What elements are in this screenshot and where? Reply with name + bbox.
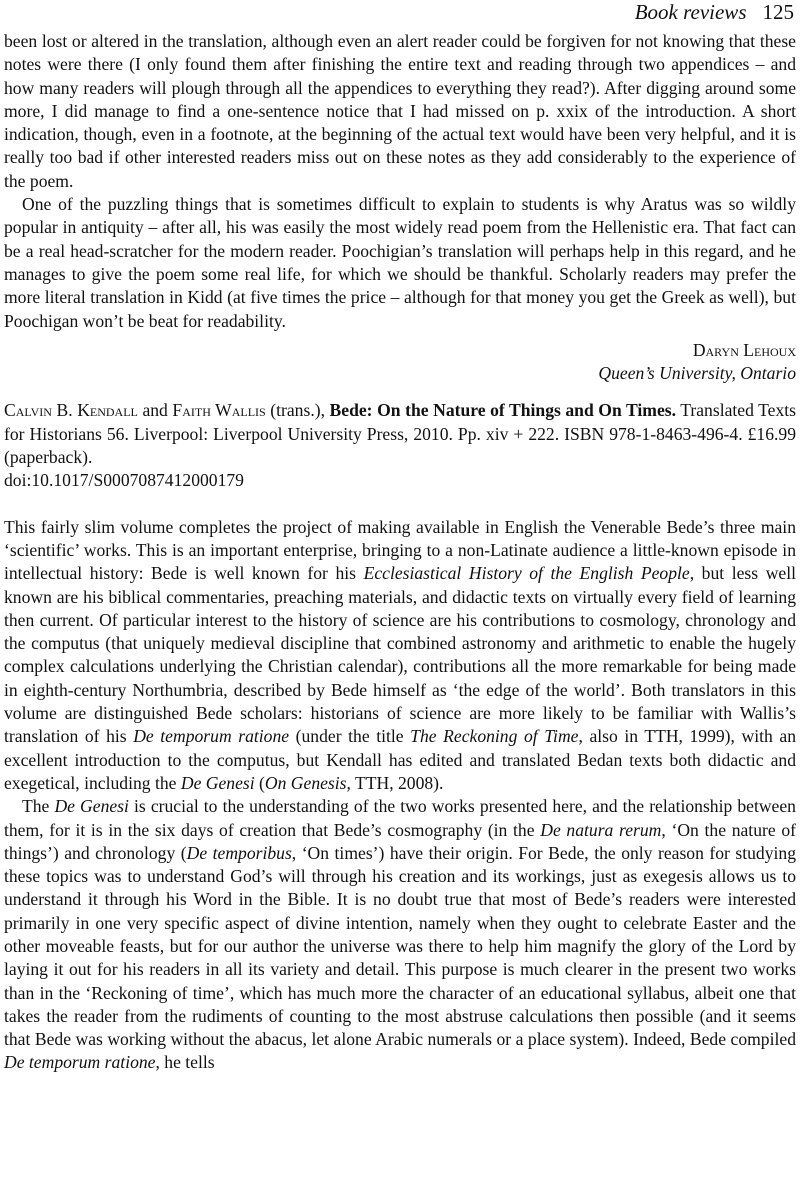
page-number: 125 <box>762 0 794 24</box>
reviewer-name: Daryn Lehoux <box>692 339 796 360</box>
author-1: Calvin B. Kendall <box>4 400 138 421</box>
review-citation <box>4 399 796 492</box>
running-header <box>635 0 794 24</box>
author-2: Faith Wallis <box>172 400 266 421</box>
author-conjunction: and <box>142 400 168 421</box>
review-paragraph-2: The De Genesi is crucial to the understanding of the two works presented here, and the relationship between them, for it is in the six days of creation that Bede’s cosmography (in the De natura rerum, ‘On the nature of things’) and chronology (De temporibus, ‘On times’) have their origin. For Bede, the only reason for studying these topics was to understand God’s will through his creation and its workings, just as exegesis allows us to understand it through his Word in the Bible. It is no doubt true that most of Bede’s readers were interested primarily in one very specific aspect of divine intention, namely when they ought to celebrate Easter and the other moveable feasts, but for our author the universe was there to help him magnify the glory of the Lord by laying it out for his readers in all its variety and detail. This purpose is much clearer in the present two works than in the ‘Reckoning of time’, which has much more the character of an educational syllabus, albeit one that takes the reader from the rudiments of counting to the most abstruse calculations then possible (and it seems that Bede was working without the abacus, let alone Arabic numerals or a place system). Indeed, Bede compiled De temporum ratione, he tells <box>4 796 796 1073</box>
publication-info: Translated Texts for Historians 56. Liverpool: Liverpool University Press, 2010. Pp. xiv + 222. ISBN 978-1-8463-496-4. £16.99 (paperback). <box>4 400 796 468</box>
page-body <box>4 30 796 1075</box>
translator-note: (trans.), <box>270 400 325 421</box>
book-title: Bede: On the Nature of Things and On Times. <box>329 400 677 421</box>
prev-review-paragraph-2: One of the puzzling things that is sometimes difficult to explain to students is why Aratus was so wildly popular in antiquity – after all, his was easily the most widely read poem from the Hellenistic era. That fact can be a real head-scratcher for the modern reader. Poochigian’s translation will perhaps help in this regard, and he manages to give the poem some real life, for which we should be thankful. Scholarly readers may prefer the more literal translation in Kidd (at five times the price – although for that money you get the Greek as well), but Poochigan won’t be beat for readability. <box>4 194 796 331</box>
review-paragraph-1: This fairly slim volume completes the project of making available in English the Venerable Bede’s three main ‘scientific’ works. This is an important enterprise, bringing to a non-Latinate audience a little-known episode in intellectual history: Bede is well known for his Ecclesiastical History of the English People, but less well known are his biblical commentaries, preaching materials, and didactic texts on virtually every field of learning then current. Of particular interest to the history of science are his contributions to cosmology, chronology and the computus (that uniquely medieval discipline that combined astronomy and arithmetic to enable the hugely complex calculations underlying the Christian calendar), contributions all the more remarkable for being made in eighth-century Northumbria, described by Bede himself as ‘the edge of the world’. Both translators in this volume are distinguished Bede scholars: historians of science are more likely to be familiar with Wallis’s translation of his De temporum ratione (under the title The Reckoning of Time, also in TTH, 1999), with an excellent introduction to the computus, but Kendall has edited and translated Bedan texts both didactic and exegetical, including the De Genesi (On Genesis, TTH, 2008). <box>4 516 796 793</box>
reviewer-affiliation: Queen’s University, Ontario <box>598 363 796 384</box>
prev-review-paragraph-1: been lost or altered in the translation, although even an alert reader could be forgiven for not knowing that these notes were there (I only found them after finishing the entire text and reading through two appendices – and how many readers will plough through all the appendices to everything they read?). After digging around some more, I did manage to find a one-sentence notice that I had missed on p. xxix of the introduction. A short indication, though, even in a footnote, at the beginning of the actual text would have been very helpful, and it is really too bad if other interested readers miss out on these notes as they add considerably to the experience of the poem. <box>4 31 796 191</box>
doi: doi:10.1017/S0007087412000179 <box>4 470 244 491</box>
running-title: Book reviews <box>634 0 747 24</box>
